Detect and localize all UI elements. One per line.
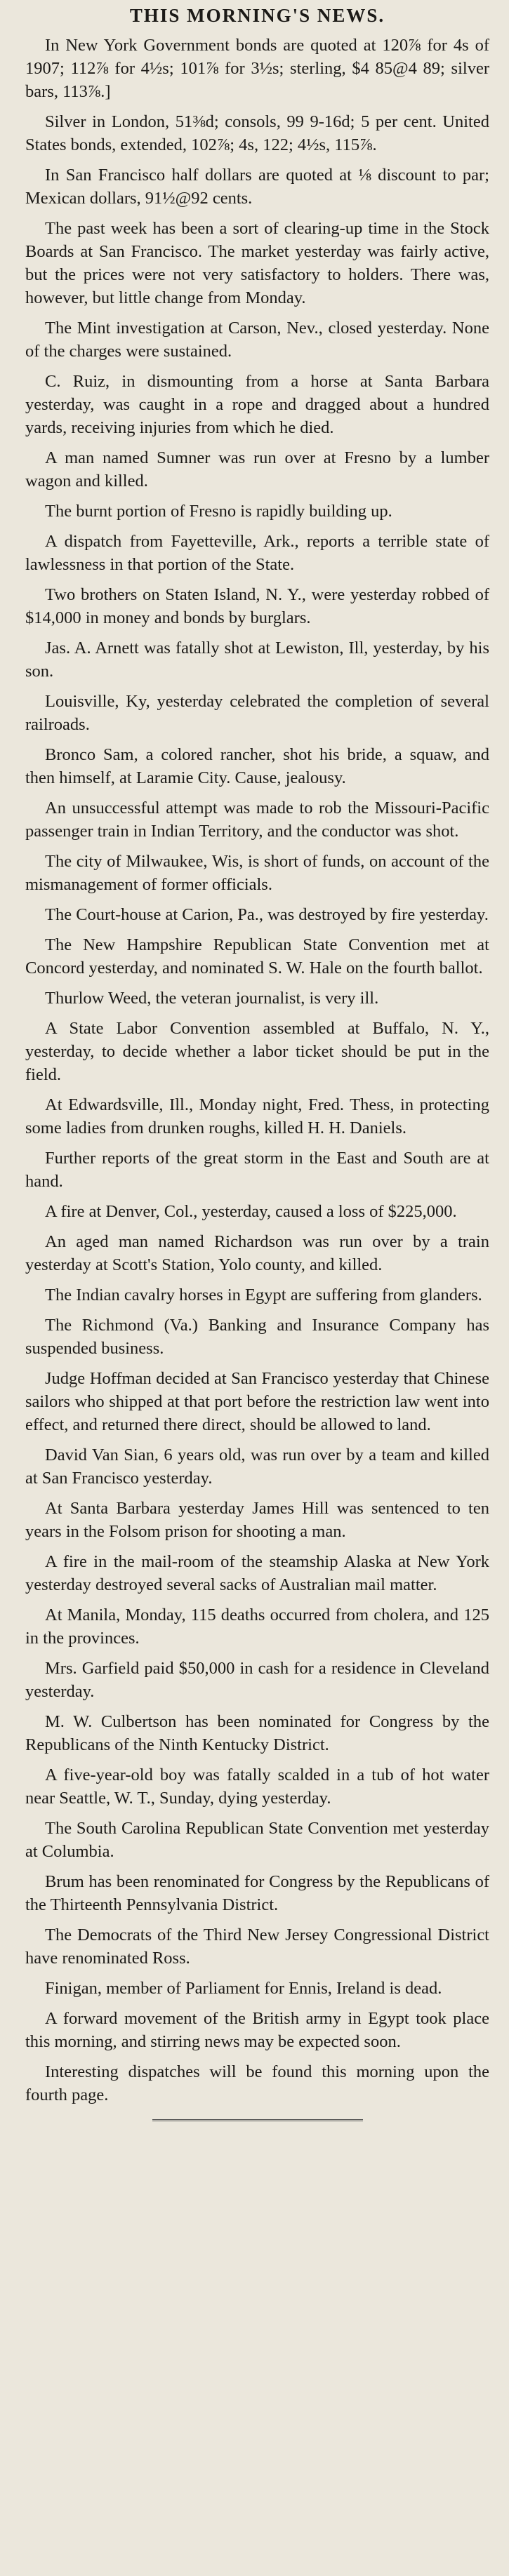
news-item: A fire at Denver, Col., yesterday, caused a loss of $225,000. <box>45 1202 457 1221</box>
news-item: At Santa Barbara yesterday James Hill was sentenced to ten years in the Folsom prison for shooting a man. <box>25 1499 489 1541</box>
news-item: A fire in the mail-room of the steamship Alaska at New York yesterday destroyed several sacks of Australian mail matter. <box>25 1552 489 1594</box>
news-item: Mrs. Garfield paid $50,000 in cash for a residence in Cleveland yesterday. <box>25 1659 489 1701</box>
news-item: Interesting dispatches will be found this morning upon the fourth page. <box>25 2062 489 2104</box>
news-item: Louisville, Ky, yesterday celebrated the completion of several railroads. <box>25 692 489 734</box>
news-item: The New Hampshire Republican State Convention met at Concord yesterday, and nominated S. W. Hale on the fourth ballot. <box>25 935 489 977</box>
news-item: A five-year-old boy was fatally scalded in a tub of hot water near Seattle, W. T., Sunday, dying yesterday. <box>25 1766 489 1808</box>
news-item: Silver in London, 51⅜d; consols, 99 9-16d; 5 per cent. United States bonds, extended, 102⅞; 4s, 122; 4½s, 115⅞. <box>25 112 489 154</box>
news-item: The South Carolina Republican State Convention met yesterday at Columbia. <box>25 1819 489 1861</box>
news-item: Finigan, member of Parliament for Ennis, Ireland is dead. <box>45 1979 442 1998</box>
news-item: The burnt portion of Fresno is rapidly building up. <box>45 502 392 521</box>
closing-rule <box>152 2119 363 2121</box>
news-item: Thurlow Weed, the veteran journalist, is very ill. <box>45 989 379 1008</box>
news-item: Brum has been renominated for Congress by the Republicans of the Thirteenth Pennsylvania District. <box>25 1872 489 1914</box>
headline: THIS MORNING'S NEWS. <box>129 5 385 26</box>
news-item: In New York Government bonds are quoted at 120⅞ for 4s of 1907; 112⅞ for 4½s; 101⅞ for 3½s; sterling, $4 85@4 89; silver bars, 113⅞.] <box>25 36 489 101</box>
news-item: M. W. Culbertson has been nominated for Congress by the Republicans of the Ninth Kentucky District. <box>25 1712 489 1754</box>
news-item: The Court-house at Carion, Pa., was destroyed by fire yesterday. <box>45 905 489 924</box>
news-item: The Mint investigation at Carson, Nev., closed yesterday. None of the charges were sustained. <box>25 319 489 361</box>
news-item: The Democrats of the Third New Jersey Congressional District have renominated Ross. <box>25 1926 489 1968</box>
news-item: At Manila, Monday, 115 deaths occurred from cholera, and 125 in the provinces. <box>25 1606 489 1648</box>
news-item: Further reports of the great storm in the East and South are at hand. <box>25 1149 489 1191</box>
news-item: Jas. A. Arnett was fatally shot at Lewiston, Ill, yesterday, by his son. <box>25 639 489 681</box>
news-item: The past week has been a sort of clearing-up time in the Stock Boards at San Francisco. The market yesterday was fairly active, but the prices were not very satisfactory to holders. There was, however, but little change from Monday. <box>25 219 489 307</box>
news-item: C. Ruiz, in dismounting from a horse at Santa Barbara yesterday, was caught in a rope and dragged about a hundred yards, receiving injuries from which he died. <box>25 372 489 437</box>
news-item: David Van Sian, 6 years old, was run over by a team and killed at San Francisco yesterday. <box>25 1446 489 1488</box>
news-item: A man named Sumner was run over at Fresno by a lumber wagon and killed. <box>25 448 489 490</box>
news-item: A State Labor Convention assembled at Buffalo, N. Y., yesterday, to decide whether a labor ticket should be put in the field. <box>25 1019 489 1084</box>
news-item: The city of Milwaukee, Wis, is short of funds, on account of the mismanagement of former officials. <box>25 852 489 894</box>
news-item: Two brothers on Staten Island, N. Y., were yesterday robbed of $14,000 in money and bonds by burglars. <box>25 585 489 627</box>
news-item: An unsuccessful attempt was made to rob the Missouri-Pacific passenger train in Indian Territory, and the conductor was shot. <box>25 799 489 841</box>
news-item: An aged man named Richardson was run over by a train yesterday at Scott's Station, Yolo county, and killed. <box>25 1232 489 1274</box>
news-item: At Edwardsville, Ill., Monday night, Fred. Thess, in protecting some ladies from drunken roughs, killed H. H. Daniels. <box>25 1095 489 1137</box>
news-item: The Richmond (Va.) Banking and Insurance Company has suspended business. <box>25 1316 489 1358</box>
news-item: Bronco Sam, a colored rancher, shot his bride, a squaw, and then himself, at Laramie City. Cause, jealousy. <box>25 745 489 787</box>
news-items-list <box>25 34 489 2107</box>
news-item: Judge Hoffman decided at San Francisco yesterday that Chinese sailors who shipped at that port before the restriction law went into effect, and returned there direct, should be allowed to land. <box>25 1369 489 1434</box>
news-item: A forward movement of the British army in Egypt took place this morning, and stirring news may be expected soon. <box>25 2009 489 2051</box>
news-item: A dispatch from Fayetteville, Ark., reports a terrible state of lawlessness in that portion of the State. <box>25 532 489 574</box>
news-item: The Indian cavalry horses in Egypt are suffering from glanders. <box>45 1286 482 1304</box>
news-item: In San Francisco half dollars are quoted at ⅛ discount to par; Mexican dollars, 91½@92 cents. <box>25 166 489 208</box>
